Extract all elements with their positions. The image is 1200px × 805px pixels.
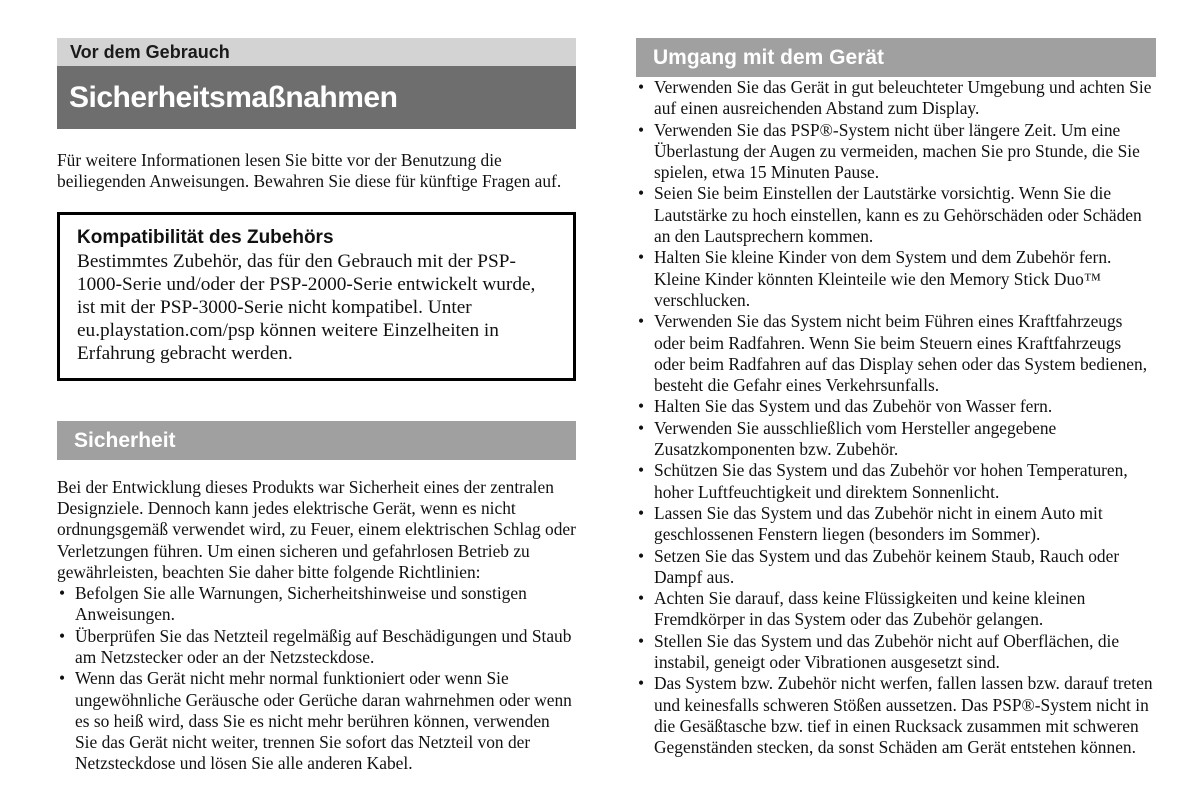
page-title: Sicherheitsmaßnahmen [57,66,576,129]
compatibility-notice-box [57,212,576,381]
list-item: • Verwenden Sie ausschließlich vom Hersteller angegebene Zusatzkomponenten bzw. Zubehör. [636,418,1156,461]
list-item: • Stellen Sie das System und das Zubehör nicht auf Oberflächen, die instabil, geneigt oder Vibrationen ausgesetzt sind. [636,631,1156,674]
intro-paragraph: Für weitere Informationen lesen Sie bitte vor der Benutzung die beiliegenden Anweisungen. Bewahren Sie diese für künftige Fragen auf. [57,150,562,192]
list-item: • Wenn das Gerät nicht mehr normal funktioniert oder wenn Sie ungewöhnliche Geräusche oder Gerüche daran wahrnehmen oder wenn es so heiß wird, dass Sie es nicht mehr berühren können, verwenden Sie das Gerät nicht weiter, trennen Sie sofort das Netzteil von der Netzsteckdose und lösen Sie alle anderen Kabel. [57,668,576,774]
list-item: • Schützen Sie das System und das Zubehör vor hohen Temperaturen, hoher Luftfeuchtigkeit und direktem Sonnenlicht. [636,460,1156,503]
section-eyebrow: Vor dem Gebrauch [57,38,576,66]
left-column [57,38,576,775]
list-item: • Achten Sie darauf, dass keine Flüssigkeiten und keine kleinen Fremdkörper in das System oder das Zubehör gelangen. [636,588,1156,631]
list-item: • Verwenden Sie das System nicht beim Führen eines Kraftfahrzeugs oder beim Radfahren. Wenn Sie beim Steuern eines Kraftfahrzeugs oder beim Radfahren auf das Display sehen oder das System bedienen, besteht die Gefahr eines Verkehrsunfalls. [636,311,1156,396]
compatibility-notice-text: Bestimmtes Zubehör, das für den Gebrauch mit der PSP-1000-Serie und/oder der PSP-2000-Serie entwickelt wurde, ist mit der PSP-3000-Serie nicht kompatibel. Unter eu.playstation.com/psp können weitere Einzelheiten in Erfahrung gebracht werden. [77,250,536,365]
list-item: • Halten Sie das System und das Zubehör von Wasser fern. [636,396,1156,417]
list-item: • Befolgen Sie alle Warnungen, Sicherheitshinweise und sonstigen Anweisungen. [57,583,576,626]
list-item: • Halten Sie kleine Kinder von dem System und dem Zubehör fern. Kleine Kinder könnten Kleinteile wie den Memory Stick Duo™ verschlucken. [636,247,1156,311]
list-item: • Verwenden Sie das PSP®-System nicht über längere Zeit. Um eine Überlastung der Augen zu vermeiden, machen Sie pro Stunde, die Sie spielen, etwa 15 Minuten Pause. [636,120,1156,184]
list-item: • Lassen Sie das System und das Zubehör nicht in einem Auto mit geschlossenen Fenstern liegen (besonders im Sommer). [636,503,1156,546]
safety-intro-paragraph: Bei der Entwicklung dieses Produkts war Sicherheit eines der zentralen Designziele. Dennoch kann jedes elektrische Gerät, wenn es nicht ordnungsgemäß verwendet wird, zu Feuer, einem elektrischen Schlag oder Verletzungen führen. Um einen sicheren und gefahrlosen Betrieb zu gewährleisten, beachten Sie daher bitte folgende Richtlinien: [57,476,576,582]
compatibility-notice-title: Kompatibilität des Zubehörs [77,226,334,248]
list-item: • Verwenden Sie das Gerät in gut beleuchteter Umgebung und achten Sie auf einen ausreichenden Abstand zum Display. [636,77,1156,120]
safety-bullet-list [57,583,576,775]
list-item: • Seien Sie beim Einstellen der Lautstärke vorsichtig. Wenn Sie die Lautstärke zu hoch einstellen, kann es zu Gehörschäden oder Schäden an den Lautsprechern kommen. [636,183,1156,247]
handling-bullet-list [636,77,1156,759]
list-item: • Das System bzw. Zubehör nicht werfen, fallen lassen bzw. darauf treten und keinesfalls schweren Stößen aussetzen. Das PSP®-System nicht in die Gesäßtasche bzw. tief in einen Rucksack zusammen mit schweren Gegenständen stecken, da sonst Schäden am Gerät entstehen können. [636,673,1156,758]
handling-heading: Umgang mit dem Gerät [636,38,1156,77]
list-item: • Überprüfen Sie das Netzteil regelmäßig auf Beschädigungen und Staub am Netzstecker oder an der Netzsteckdose. [57,626,576,669]
right-column [636,38,1156,759]
safety-heading: Sicherheit [57,421,576,460]
list-item: • Setzen Sie das System und das Zubehör keinem Staub, Rauch oder Dampf aus. [636,546,1156,589]
